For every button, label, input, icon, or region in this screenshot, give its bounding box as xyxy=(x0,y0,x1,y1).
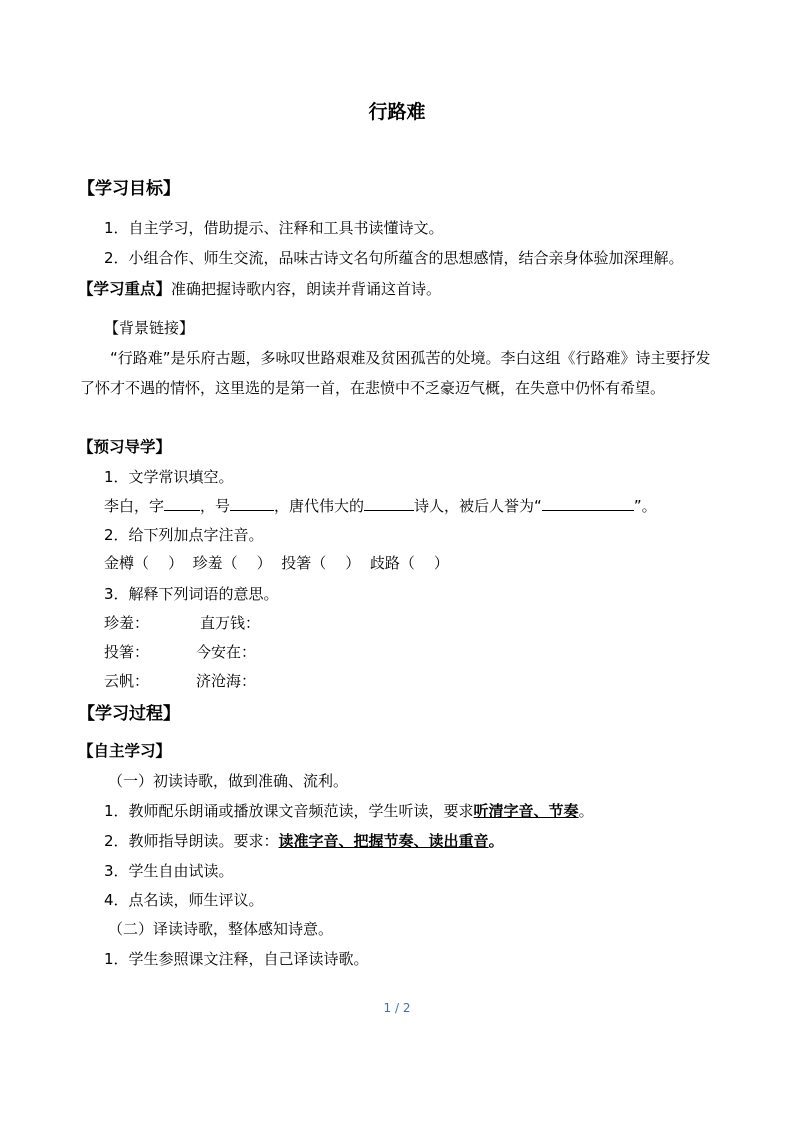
fill-text-c: ，唐代伟大的 xyxy=(274,497,365,515)
focus-line xyxy=(78,279,441,299)
objective-1: 1．自主学习，借助提示、注释和工具书读懂诗文。 xyxy=(104,219,444,237)
fill-text-a: 李白，字 xyxy=(104,497,165,515)
emphasis-text: 听清字音、节奏 xyxy=(473,802,579,820)
objective-2: 2．小组合作、师生交流，品味古诗文名句所蕴含的思想感情，结合亲身体验加深理解。 xyxy=(104,249,684,267)
fill-text-b: ，号 xyxy=(200,497,231,515)
word-yunfan: 云帆： xyxy=(104,672,150,690)
word-zhenxiu: 珍羞： xyxy=(104,614,150,632)
blank-poet-type[interactable] xyxy=(364,496,414,511)
blank-hao[interactable] xyxy=(230,496,274,511)
word-jicanghai: 济沧海： xyxy=(196,672,257,690)
background-text: “行路难”是乐府古题，多咏叹世路艰难及贫困孤苦的处境。李白这组《行路难》诗主要抒发了怀才不遇的情怀，这里选的是第一首，在悲愤中不乏豪迈气概，在失意中仍怀有希望。 xyxy=(80,349,711,397)
focus-text: 准确把握诗歌内容，朗读并背诵这首诗。 xyxy=(171,280,442,298)
step-2-heading: （二）译读诗歌，整体感知诗意。 xyxy=(108,920,334,938)
step-text: 1．教师配乐朗诵或播放课文音频范读，学生听读，要求 xyxy=(104,802,474,820)
step-text-end: 。 xyxy=(488,832,504,850)
process-heading: 【学习过程】 xyxy=(78,704,180,724)
step-1-item-4: 4．点名读，师生评议。 xyxy=(104,891,264,909)
step-text: 2．教师指导朗读。要求： xyxy=(104,832,279,850)
question-2: 2．给下列加点字注音。 xyxy=(104,526,264,544)
question-1-fill xyxy=(104,496,657,516)
self-study-heading: 【自主学习】 xyxy=(78,742,172,760)
page-number: 1 / 2 xyxy=(383,1001,411,1015)
question-2-items: 金樽（ ） 珍羞（ ） 投箸（ ） 歧路（ ） xyxy=(104,554,449,572)
step-1-item-2 xyxy=(104,831,504,851)
objectives-heading: 【学习目标】 xyxy=(78,179,180,199)
fill-text-d: 诗人，被后人誉为“ xyxy=(414,497,542,515)
blank-title[interactable] xyxy=(542,496,634,511)
step-1-item-1 xyxy=(104,801,594,821)
background-heading: 【背景链接】 xyxy=(104,319,195,337)
step-2-item-1: 1．学生参照课文注释，自己译读诗歌。 xyxy=(104,950,369,968)
word-zhiwanqian: 直万钱： xyxy=(200,614,261,632)
word-jinanzai: 今安在： xyxy=(196,643,257,661)
word-touzhu: 投箸： xyxy=(104,643,150,661)
question-3: 3．解释下列词语的意思。 xyxy=(104,585,279,603)
emphasis-text: 读准字音、把握节奏、读出重音 xyxy=(278,832,489,850)
blank-zi[interactable] xyxy=(164,496,200,511)
step-1-heading: （一）初读诗歌，做到准确、流利。 xyxy=(108,772,349,790)
fill-text-e: ”。 xyxy=(633,497,657,515)
preview-heading: 【预习导学】 xyxy=(78,438,172,456)
step-text-end: 。 xyxy=(578,802,594,820)
page-title: 行路难 xyxy=(368,101,426,123)
step-1-item-3: 3．学生自由试读。 xyxy=(104,862,234,880)
focus-heading: 【学习重点】 xyxy=(78,280,172,298)
question-1: 1．文学常识填空。 xyxy=(104,468,234,486)
